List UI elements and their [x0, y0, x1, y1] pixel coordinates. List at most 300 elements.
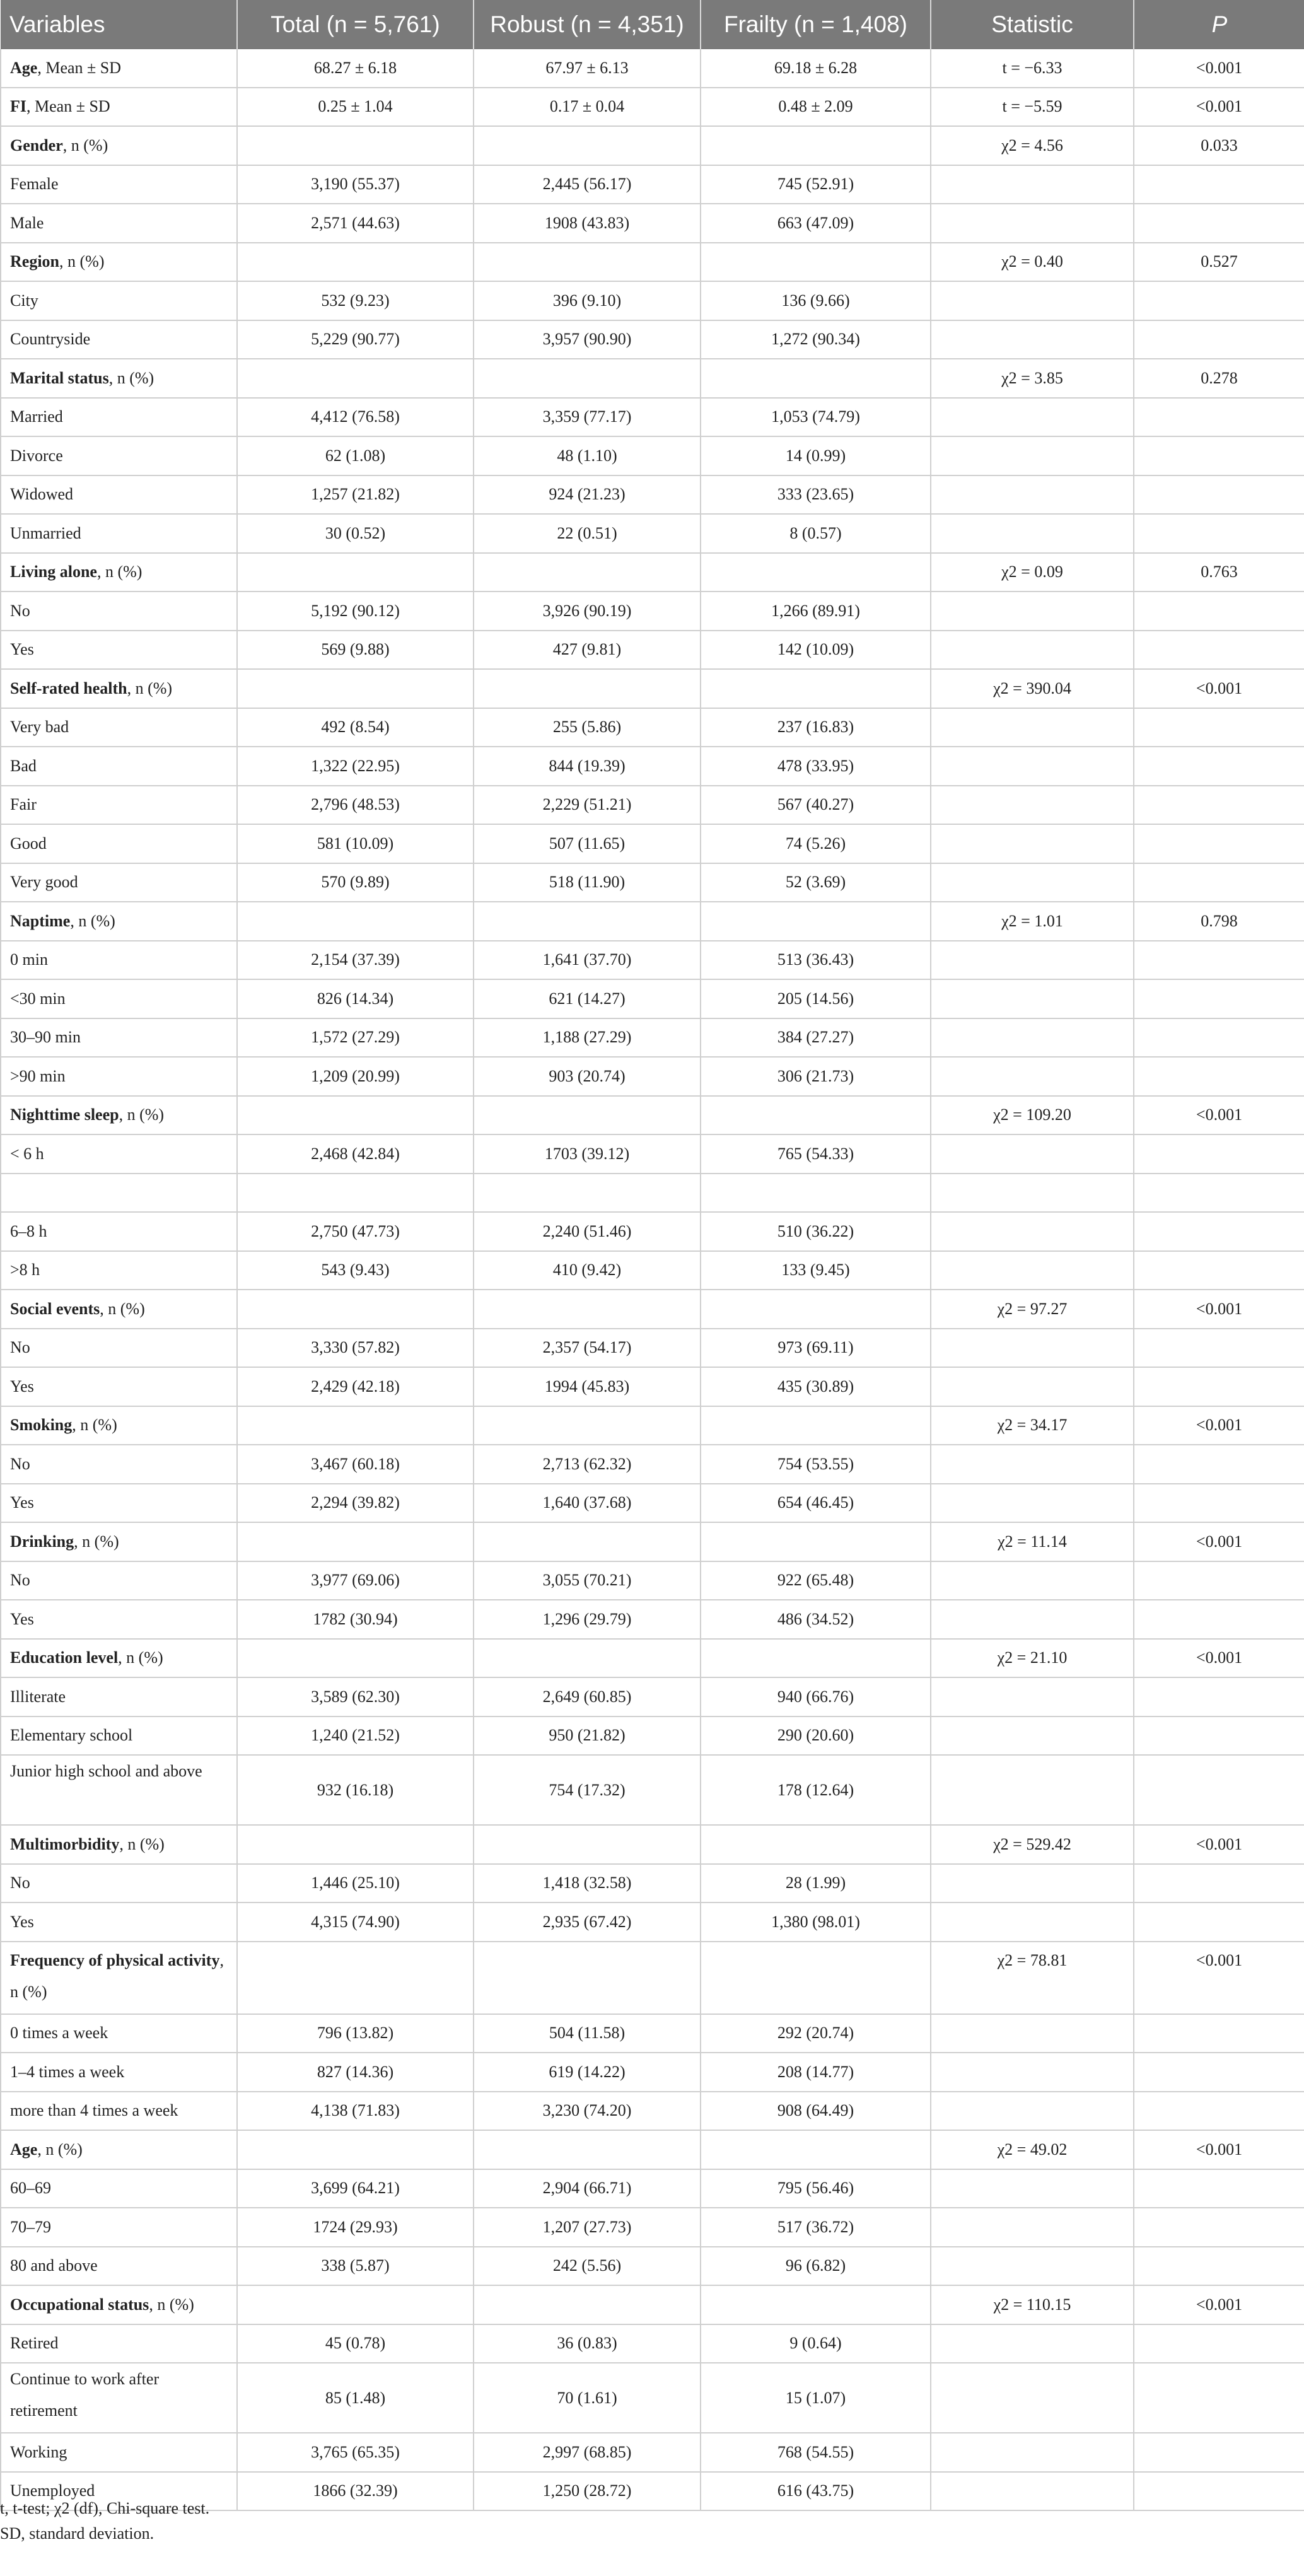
cell-total: 5,229 (90.77): [237, 320, 474, 359]
cell-total: 1,322 (22.95): [237, 747, 474, 786]
cell-statistic: [931, 2092, 1134, 2131]
cell-p-value: <0.001: [1134, 2130, 1304, 2169]
cell-frailty: [701, 1942, 931, 2014]
cell-total: [237, 669, 474, 708]
table-row: [1, 398, 1304, 437]
cell-robust: 1,250 (28.72): [474, 2472, 701, 2511]
section-row: [1, 1942, 1304, 2014]
cell-robust: 36 (0.83): [474, 2324, 701, 2363]
cell-robust: 754 (17.32): [474, 1755, 701, 1825]
cell-statistic: [931, 1755, 1134, 1825]
cell-robust: 1,641 (37.70): [474, 941, 701, 980]
cell-total: 4,138 (71.83): [237, 2092, 474, 2131]
section-row: [1, 49, 1304, 88]
section-row: [1, 1522, 1304, 1561]
cell-total: 827 (14.36): [237, 2053, 474, 2092]
cell-frailty: 205 (14.56): [701, 979, 931, 1018]
cell-frailty: 69.18 ± 6.28: [701, 49, 931, 88]
cell-variable: No: [1, 1445, 237, 1484]
cell-robust: [474, 1290, 701, 1329]
cell-statistic: χ2 = 78.81: [931, 1942, 1134, 2014]
table-row: [1, 863, 1304, 902]
table-row: [1, 1212, 1304, 1251]
cell-frailty: 435 (30.89): [701, 1367, 931, 1406]
cell-variable: [1, 1174, 237, 1213]
cell-total: [237, 2130, 474, 2169]
cell-statistic: [931, 2247, 1134, 2286]
cell-total: 1866 (32.39): [237, 2472, 474, 2511]
section-label: Nighttime sleep: [10, 1105, 119, 1124]
cell-statistic: [931, 1057, 1134, 1096]
cell-variable: Working: [1, 2433, 237, 2472]
cell-statistic: [931, 398, 1134, 437]
table-row: [1, 1057, 1304, 1096]
cell-variable: Divorce: [1, 436, 237, 475]
cell-robust: 2,713 (62.32): [474, 1445, 701, 1484]
cell-robust: [474, 1825, 701, 1864]
cell-frailty: 517 (36.72): [701, 2208, 931, 2247]
cell-p-value: [1134, 592, 1304, 631]
cell-robust: 242 (5.56): [474, 2247, 701, 2286]
cell-variable: [1, 669, 237, 708]
cell-total: [237, 359, 474, 398]
cell-robust: 427 (9.81): [474, 631, 701, 670]
cell-p-value: <0.001: [1134, 49, 1304, 88]
cell-statistic: [931, 1018, 1134, 1058]
cell-p-value: <0.001: [1134, 2285, 1304, 2324]
cell-frailty: 292 (20.74): [701, 2014, 931, 2053]
header-row: [1, 0, 1304, 49]
cell-variable: Retired: [1, 2324, 237, 2363]
cell-total: 581 (10.09): [237, 824, 474, 863]
cell-frailty: 384 (27.27): [701, 1018, 931, 1058]
cell-p-value: [1134, 1600, 1304, 1639]
cell-statistic: χ2 = 11.14: [931, 1522, 1134, 1561]
cell-statistic: χ2 = 4.56: [931, 126, 1134, 165]
cell-p-value: [1134, 1484, 1304, 1523]
cell-frailty: 478 (33.95): [701, 747, 931, 786]
cell-statistic: [931, 165, 1134, 204]
table-row: [1, 1367, 1304, 1406]
cell-variable: Yes: [1, 1600, 237, 1639]
cell-total: [237, 1522, 474, 1561]
cell-p-value: [1134, 979, 1304, 1018]
cell-p-value: 0.527: [1134, 243, 1304, 282]
cell-robust: 3,926 (90.19): [474, 592, 701, 631]
table-row: [1, 2169, 1304, 2208]
cell-robust: [474, 1096, 701, 1135]
cell-robust: 924 (21.23): [474, 475, 701, 515]
cell-total: 532 (9.23): [237, 281, 474, 320]
cell-statistic: [931, 979, 1134, 1018]
section-label: Frequency of physical activity: [10, 1950, 220, 1969]
cell-statistic: [931, 1251, 1134, 1290]
cell-total: [237, 1406, 474, 1445]
cell-variable: Yes: [1, 1367, 237, 1406]
cell-p-value: [1134, 2324, 1304, 2363]
cell-total: 2,468 (42.84): [237, 1134, 474, 1174]
cell-statistic: χ2 = 0.09: [931, 553, 1134, 592]
cell-statistic: χ2 = 529.42: [931, 1825, 1134, 1864]
cell-robust: 396 (9.10): [474, 281, 701, 320]
cell-p-value: [1134, 475, 1304, 515]
cell-statistic: [931, 631, 1134, 670]
cell-variable: [1, 1406, 237, 1445]
cell-statistic: [931, 592, 1134, 631]
section-suffix: , n (%): [149, 2295, 194, 2314]
section-suffix: , n (%): [74, 1532, 119, 1551]
cell-statistic: [931, 824, 1134, 863]
cell-frailty: [701, 1096, 931, 1135]
cell-robust: 1,207 (27.73): [474, 2208, 701, 2247]
cell-p-value: [1134, 204, 1304, 243]
cell-frailty: 306 (21.73): [701, 1057, 931, 1096]
cell-statistic: [931, 786, 1134, 825]
cell-statistic: [931, 1329, 1134, 1368]
cell-statistic: [931, 320, 1134, 359]
cell-robust: [474, 243, 701, 282]
table-row: [1, 708, 1304, 747]
cell-total: 45 (0.78): [237, 2324, 474, 2363]
cell-total: 3,699 (64.21): [237, 2169, 474, 2208]
section-suffix: , n (%): [127, 679, 173, 697]
cell-p-value: [1134, 1329, 1304, 1368]
table-row: [1, 1903, 1304, 1942]
cell-p-value: [1134, 2092, 1304, 2131]
table-row: [1, 2363, 1304, 2433]
cell-p-value: [1134, 1174, 1304, 1213]
cell-statistic: χ2 = 390.04: [931, 669, 1134, 708]
table-row: [1, 1561, 1304, 1600]
section-row: [1, 1096, 1304, 1135]
cell-p-value: 0.798: [1134, 902, 1304, 941]
cell-total: [237, 553, 474, 592]
cell-p-value: [1134, 1251, 1304, 1290]
cell-frailty: [701, 1639, 931, 1678]
section-label: Region: [10, 252, 59, 271]
table-row: [1, 1174, 1304, 1213]
cell-p-value: [1134, 320, 1304, 359]
cell-frailty: [701, 1406, 931, 1445]
cell-robust: [474, 1406, 701, 1445]
cell-total: 1,240 (21.52): [237, 1716, 474, 1756]
cell-variable: Yes: [1, 1903, 237, 1942]
cell-p-value: [1134, 2208, 1304, 2247]
cell-p-value: <0.001: [1134, 1406, 1304, 1445]
cell-p-value: [1134, 1903, 1304, 1942]
cell-p-value: [1134, 2472, 1304, 2511]
cell-variable: Illiterate: [1, 1677, 237, 1716]
cell-statistic: [931, 1561, 1134, 1600]
cell-total: 3,467 (60.18): [237, 1445, 474, 1484]
cell-robust: 22 (0.51): [474, 514, 701, 553]
cell-robust: 844 (19.39): [474, 747, 701, 786]
cell-total: [237, 1096, 474, 1135]
section-row: [1, 1406, 1304, 1445]
cell-total: 4,315 (74.90): [237, 1903, 474, 1942]
table-row: [1, 2014, 1304, 2053]
cell-robust: 3,055 (70.21): [474, 1561, 701, 1600]
table-row: [1, 1018, 1304, 1058]
cell-robust: 1908 (43.83): [474, 204, 701, 243]
cell-variable: 0 times a week: [1, 2014, 237, 2053]
cell-p-value: [1134, 1134, 1304, 1174]
cell-p-value: [1134, 2363, 1304, 2433]
cell-frailty: 9 (0.64): [701, 2324, 931, 2363]
cell-robust: [474, 2285, 701, 2324]
cell-total: 0.25 ± 1.04: [237, 88, 474, 127]
section-suffix: , n (%): [108, 368, 154, 387]
cell-variable: 80 and above: [1, 2247, 237, 2286]
cell-frailty: 290 (20.60): [701, 1716, 931, 1756]
cell-frailty: 142 (10.09): [701, 631, 931, 670]
cell-robust: 1994 (45.83): [474, 1367, 701, 1406]
cell-total: 492 (8.54): [237, 708, 474, 747]
cell-statistic: [931, 2433, 1134, 2472]
footnote-sd: SD, standard deviation.: [0, 2524, 154, 2543]
cell-statistic: [931, 475, 1134, 515]
cell-robust: 3,359 (77.17): [474, 398, 701, 437]
cell-frailty: [701, 2285, 931, 2324]
cell-total: [237, 1174, 474, 1213]
section-row: [1, 1825, 1304, 1864]
cell-total: [237, 126, 474, 165]
cell-frailty: [701, 902, 931, 941]
table-row: [1, 786, 1304, 825]
cell-p-value: [1134, 2433, 1304, 2472]
cell-p-value: 0.763: [1134, 553, 1304, 592]
cell-variable: Countryside: [1, 320, 237, 359]
cell-total: 5,192 (90.12): [237, 592, 474, 631]
cell-total: 932 (16.18): [237, 1755, 474, 1825]
section-suffix: , n (%): [70, 911, 115, 930]
cell-total: [237, 2285, 474, 2324]
cell-variable: Female: [1, 165, 237, 204]
section-row: [1, 1639, 1304, 1678]
table-row: [1, 2433, 1304, 2472]
cell-p-value: [1134, 1864, 1304, 1903]
cell-statistic: [931, 2363, 1134, 2433]
cell-variable: [1, 49, 237, 88]
cell-frailty: [701, 243, 931, 282]
cell-variable: 30–90 min: [1, 1018, 237, 1058]
cell-frailty: 654 (46.45): [701, 1484, 931, 1523]
cell-robust: [474, 1942, 701, 2014]
cell-statistic: [931, 436, 1134, 475]
cell-statistic: t = −5.59: [931, 88, 1134, 127]
cell-robust: 3,957 (90.90): [474, 320, 701, 359]
cell-statistic: [931, 2208, 1134, 2247]
cell-p-value: [1134, 631, 1304, 670]
header-statistic: Statistic: [931, 0, 1134, 49]
cell-total: [237, 1825, 474, 1864]
cell-robust: 1,296 (29.79): [474, 1600, 701, 1639]
section-label: Living alone: [10, 562, 97, 581]
table-row: [1, 281, 1304, 320]
cell-variable: [1, 1522, 237, 1561]
cell-frailty: [701, 669, 931, 708]
cell-total: 68.27 ± 6.18: [237, 49, 474, 88]
cell-variable: Male: [1, 204, 237, 243]
section-label: Smoking: [10, 1416, 73, 1435]
table-row: [1, 2324, 1304, 2363]
cell-variable: Yes: [1, 631, 237, 670]
cell-p-value: [1134, 1755, 1304, 1825]
cell-variable: [1, 2130, 237, 2169]
table-row: [1, 824, 1304, 863]
cell-robust: 619 (14.22): [474, 2053, 701, 2092]
table-row: [1, 1484, 1304, 1523]
table-row: [1, 436, 1304, 475]
cell-robust: 2,357 (54.17): [474, 1329, 701, 1368]
section-row: [1, 243, 1304, 282]
cell-total: [237, 1639, 474, 1678]
cell-statistic: [931, 2472, 1134, 2511]
cell-statistic: χ2 = 1.01: [931, 902, 1134, 941]
table-row: [1, 204, 1304, 243]
cell-robust: 2,997 (68.85): [474, 2433, 701, 2472]
cell-robust: [474, 1174, 701, 1213]
cell-frailty: 74 (5.26): [701, 824, 931, 863]
cell-total: 2,429 (42.18): [237, 1367, 474, 1406]
section-suffix: , n (%): [62, 136, 108, 154]
cell-statistic: [931, 281, 1134, 320]
table-row: [1, 2053, 1304, 2092]
cell-frailty: 1,053 (74.79): [701, 398, 931, 437]
section-row: [1, 2130, 1304, 2169]
table-row: [1, 514, 1304, 553]
table-row: [1, 941, 1304, 980]
cell-p-value: [1134, 1018, 1304, 1058]
cell-robust: 0.17 ± 0.04: [474, 88, 701, 127]
table-row: [1, 2092, 1304, 2131]
cell-total: 1,572 (27.29): [237, 1018, 474, 1058]
cell-variable: Yes: [1, 1484, 237, 1523]
section-suffix: , n (%): [119, 1834, 165, 1853]
header-variables: Variables: [1, 0, 237, 49]
cell-robust: 504 (11.58): [474, 2014, 701, 2053]
cell-total: 569 (9.88): [237, 631, 474, 670]
cell-total: 30 (0.52): [237, 514, 474, 553]
cell-robust: 2,240 (51.46): [474, 1212, 701, 1251]
cell-variable: Good: [1, 824, 237, 863]
cell-statistic: [931, 1212, 1134, 1251]
section-suffix: , n (%): [10, 1950, 224, 2001]
cell-variable: Unemployed: [1, 2472, 237, 2511]
cell-statistic: [931, 1484, 1134, 1523]
cell-p-value: <0.001: [1134, 1825, 1304, 1864]
cell-frailty: 52 (3.69): [701, 863, 931, 902]
section-label: Multimorbidity: [10, 1834, 120, 1853]
cell-total: 826 (14.34): [237, 979, 474, 1018]
cell-statistic: [931, 1445, 1134, 1484]
cell-total: 796 (13.82): [237, 2014, 474, 2053]
cell-frailty: 745 (52.91): [701, 165, 931, 204]
cell-statistic: χ2 = 34.17: [931, 1406, 1134, 1445]
section-label: Age: [10, 2140, 38, 2159]
section-label: Self-rated health: [10, 679, 127, 697]
cell-frailty: [701, 1825, 931, 1864]
table-row: [1, 2208, 1304, 2247]
table-header: [1, 0, 1304, 49]
cell-total: 3,765 (65.35): [237, 2433, 474, 2472]
cell-frailty: 973 (69.11): [701, 1329, 931, 1368]
cell-frailty: 96 (6.82): [701, 2247, 931, 2286]
cell-frailty: 1,266 (89.91): [701, 592, 931, 631]
cell-robust: 950 (21.82): [474, 1716, 701, 1756]
cell-variable: No: [1, 592, 237, 631]
cell-robust: [474, 126, 701, 165]
cell-robust: 3,230 (74.20): [474, 2092, 701, 2131]
cell-p-value: 0.278: [1134, 359, 1304, 398]
cell-variable: 60–69: [1, 2169, 237, 2208]
cell-frailty: 940 (66.76): [701, 1677, 931, 1716]
cell-frailty: 333 (23.65): [701, 475, 931, 515]
cell-variable: Junior high school and above: [1, 1755, 237, 1825]
section-suffix: , n (%): [119, 1105, 165, 1124]
cell-frailty: 0.48 ± 2.09: [701, 88, 931, 127]
cell-variable: Continue to work after retirement: [1, 2363, 237, 2433]
cell-total: 85 (1.48): [237, 2363, 474, 2433]
cell-robust: [474, 553, 701, 592]
table-row: [1, 165, 1304, 204]
cell-statistic: [931, 863, 1134, 902]
cell-variable: No: [1, 1864, 237, 1903]
cell-statistic: χ2 = 0.40: [931, 243, 1134, 282]
cell-variable: Bad: [1, 747, 237, 786]
section-row: [1, 1290, 1304, 1329]
cell-p-value: [1134, 2169, 1304, 2208]
cell-total: 338 (5.87): [237, 2247, 474, 2286]
cell-frailty: [701, 553, 931, 592]
section-row: [1, 88, 1304, 127]
cell-robust: 1,640 (37.68): [474, 1484, 701, 1523]
cell-variable: more than 4 times a week: [1, 2092, 237, 2131]
cell-robust: 518 (11.90): [474, 863, 701, 902]
cell-variable: [1, 1825, 237, 1864]
cell-p-value: [1134, 165, 1304, 204]
cell-robust: 1,418 (32.58): [474, 1864, 701, 1903]
cell-frailty: 908 (64.49): [701, 2092, 931, 2131]
table-body: [1, 49, 1304, 2510]
cell-p-value: [1134, 281, 1304, 320]
cell-variable: 0 min: [1, 941, 237, 980]
cell-p-value: [1134, 1561, 1304, 1600]
footnotes: [0, 2496, 209, 2546]
section-label: Age: [10, 58, 38, 77]
cell-total: 2,294 (39.82): [237, 1484, 474, 1523]
cell-statistic: [931, 2169, 1134, 2208]
table-row: [1, 475, 1304, 515]
cell-statistic: χ2 = 97.27: [931, 1290, 1134, 1329]
cell-frailty: 754 (53.55): [701, 1445, 931, 1484]
table-row: [1, 1755, 1304, 1825]
table-row: [1, 1134, 1304, 1174]
section-label: FI: [10, 97, 26, 116]
cell-statistic: [931, 708, 1134, 747]
cell-variable: Very bad: [1, 708, 237, 747]
cell-variable: 6–8 h: [1, 1212, 237, 1251]
cell-frailty: 136 (9.66): [701, 281, 931, 320]
cell-variable: [1, 359, 237, 398]
cell-variable: [1, 1942, 237, 2014]
cell-frailty: 133 (9.45): [701, 1251, 931, 1290]
cell-robust: 903 (20.74): [474, 1057, 701, 1096]
cell-robust: 1,188 (27.29): [474, 1018, 701, 1058]
cell-statistic: χ2 = 110.15: [931, 2285, 1134, 2324]
cell-total: 2,796 (48.53): [237, 786, 474, 825]
cell-statistic: [931, 1134, 1134, 1174]
